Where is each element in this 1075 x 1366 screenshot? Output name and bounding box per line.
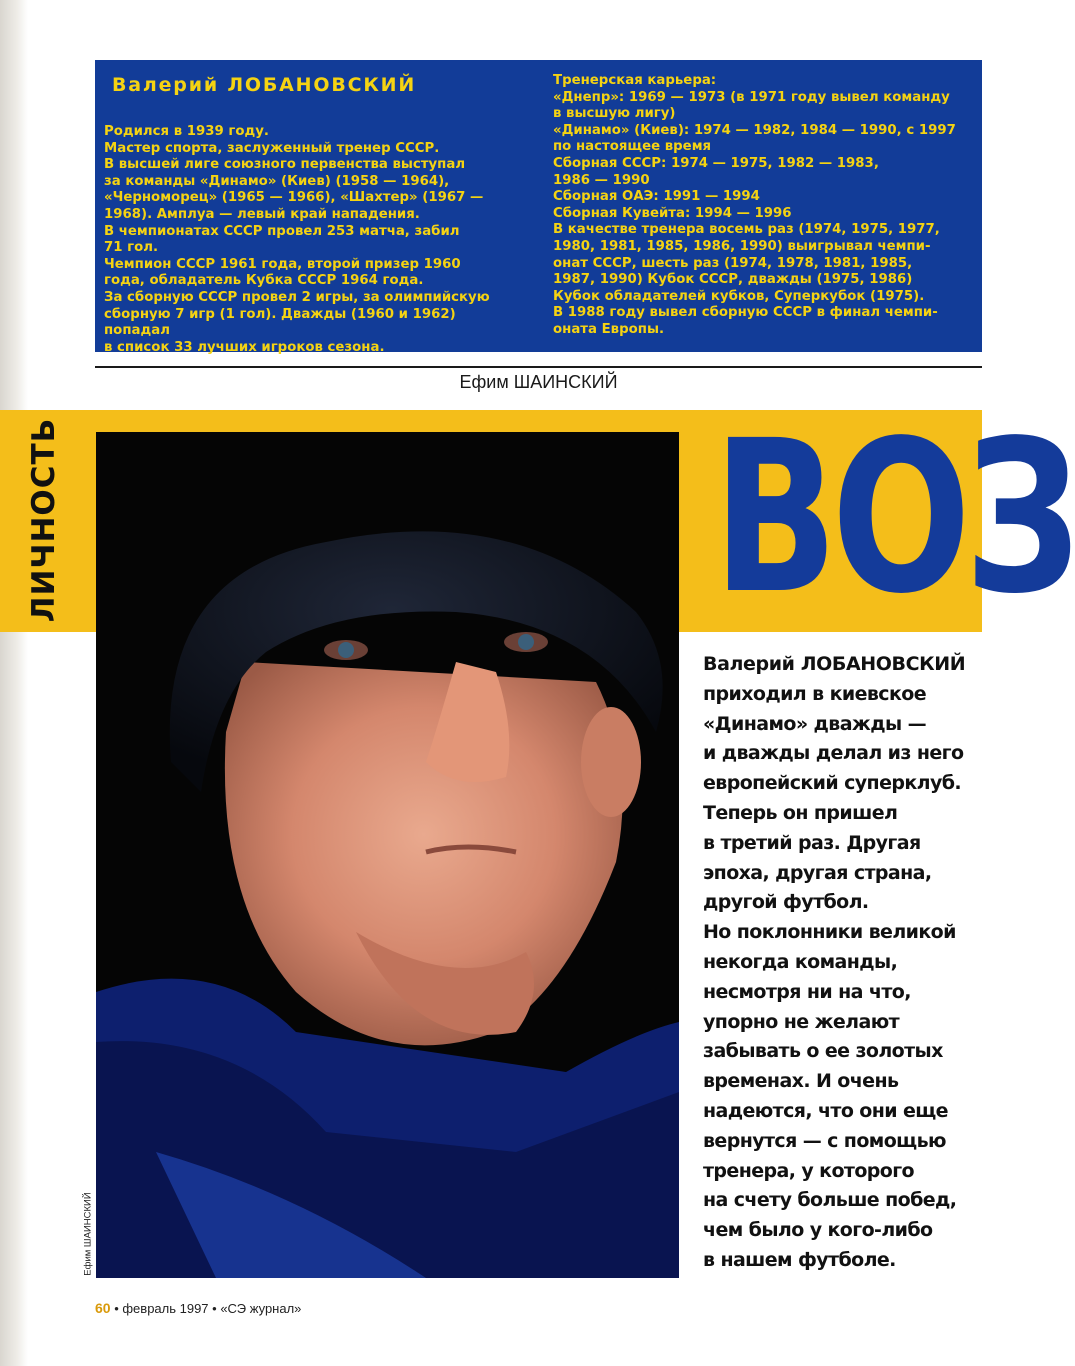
section-label-text: ЛИЧНОСТЬ [26,417,62,623]
career-line: 1980, 1981, 1985, 1986, 1990) выигрывал чемпи- [553,238,931,254]
bio-line: за команды «Динамо» (Киев) (1958 — 1964), [104,173,450,189]
bio-line: «Черноморец» (1965 — 1966), «Шахтер» (1967 — [104,190,484,206]
lead-line: несмотря ни на что, [703,980,911,1003]
issue-date: февраль 1997 [122,1301,209,1316]
lead-line: упорно не желают [703,1010,900,1033]
page-number: 60 [95,1300,111,1316]
lead-line: другой футбол. [703,891,869,914]
career-line: В качестве тренера восемь раз (1974, 1975, 1977, [553,222,940,238]
photo-credit [82,1190,94,1290]
lead-line: и дважды делал из него [703,742,964,765]
bio-line: В высшей лиге союзного первенства выступал [104,157,466,173]
career-line: 1986 — 1990 [553,172,650,188]
lead-line: временах. И очень [703,1070,899,1093]
lead-line: тренера, у которого [703,1159,915,1182]
bio-line: Чемпион СССР 1961 года, второй призер 1960 [104,256,461,272]
portrait-illustration [96,432,679,1278]
lead-line: на счету больше побед, [703,1189,957,1212]
lead-line: Валерий ЛОБАНОВСКИЙ [703,653,966,675]
lead-line: вернутся — с помощью [703,1129,946,1152]
bio-line: сборную 7 игр (1 гол). Дважды (1960 и 1962) попадал [104,306,456,339]
career-line: по настоящее время [553,139,712,155]
career-line: онат СССР, шесть раз (1974, 1978, 1981, 1985, [553,255,913,271]
lead-line: некогда команды, [703,950,898,973]
headline [705,395,1075,640]
bio-line: Мастер спорта, заслуженный тренер СССР. [104,140,440,156]
biography-box [95,60,982,355]
lead-line: чем было у кого-либо [703,1219,933,1242]
bio-line: 1968). Амплуа — левый край нападения. [104,206,420,222]
page-binding-edge [0,0,28,1366]
career-line: Сборная ОАЭ: 1991 — 1994 [553,189,760,205]
career-line: в высшую лигу) [553,106,676,122]
career-line: Сборная Кувейта: 1994 — 1996 [553,205,792,221]
lead-line: эпоха, другая страна, [703,861,932,884]
bio-line: За сборную СССР провел 2 игры, за олимпийскую [104,289,490,305]
bio-line: В чемпионатах СССР провел 253 матча, забил [104,223,460,239]
career-line: 1987, 1990) Кубок СССР, дважды (1975, 1986) [553,272,913,288]
career-line: «Днепр»: 1969 — 1973 (в 1971 году вывел команду [553,89,950,105]
photo-credit-text: Ефим ШАИНСКИЙ [82,1192,94,1276]
footer-separator: • [208,1301,221,1316]
lead-paragraph [703,650,982,1276]
lead-line: «Динамо» дважды — [703,712,926,735]
magazine-name: «СЭ журнал» [220,1301,302,1316]
section-label [8,412,80,628]
coaching-career-column [553,73,978,339]
lead-line: в нашем футболе. [703,1248,896,1271]
lead-line: забывать о ее золотых [703,1040,943,1063]
footer-separator: • [110,1301,123,1316]
divider-rule [95,366,982,368]
bio-line: года, обладатель Кубка СССР 1964 года. [104,273,424,289]
career-line: Сборная СССР: 1974 — 1975, 1982 — 1983, [553,155,879,171]
lead-line: приходил в киевское [703,682,926,705]
headline-text: ВОЗ [713,395,1075,640]
career-line: Тренерская карьера: [553,73,717,88]
lead-line: надеются, что они еще [703,1099,948,1122]
bio-line: Родился в 1939 году. [104,124,269,139]
career-line: оната Европы. [553,321,665,337]
author-byline: Ефим ШАИНСКИЙ [459,372,618,392]
bio-line: 71 гол. [104,240,159,256]
page-footer [95,1300,301,1316]
lead-line: Но поклонники великой [703,921,956,944]
lead-line: в третий раз. Другая [703,831,921,854]
career-line: В 1988 году вывел сборную СССР в финал чемпи- [553,305,938,321]
biography-name: Валерий ЛОБАНОВСКИЙ [112,74,417,96]
career-line: Кубок обладателей кубков, Суперкубок (1975). [553,288,925,304]
biography-left-column [104,124,514,356]
bio-line: в список 33 лучших игроков сезона. [104,339,385,355]
career-line: «Динамо» (Киев): 1974 — 1982, 1984 — 1990, с 1997 [553,122,956,138]
lead-line: Теперь он пришел [703,801,898,824]
portrait-photo [96,432,679,1278]
lead-line: европейский суперклуб. [703,772,962,795]
